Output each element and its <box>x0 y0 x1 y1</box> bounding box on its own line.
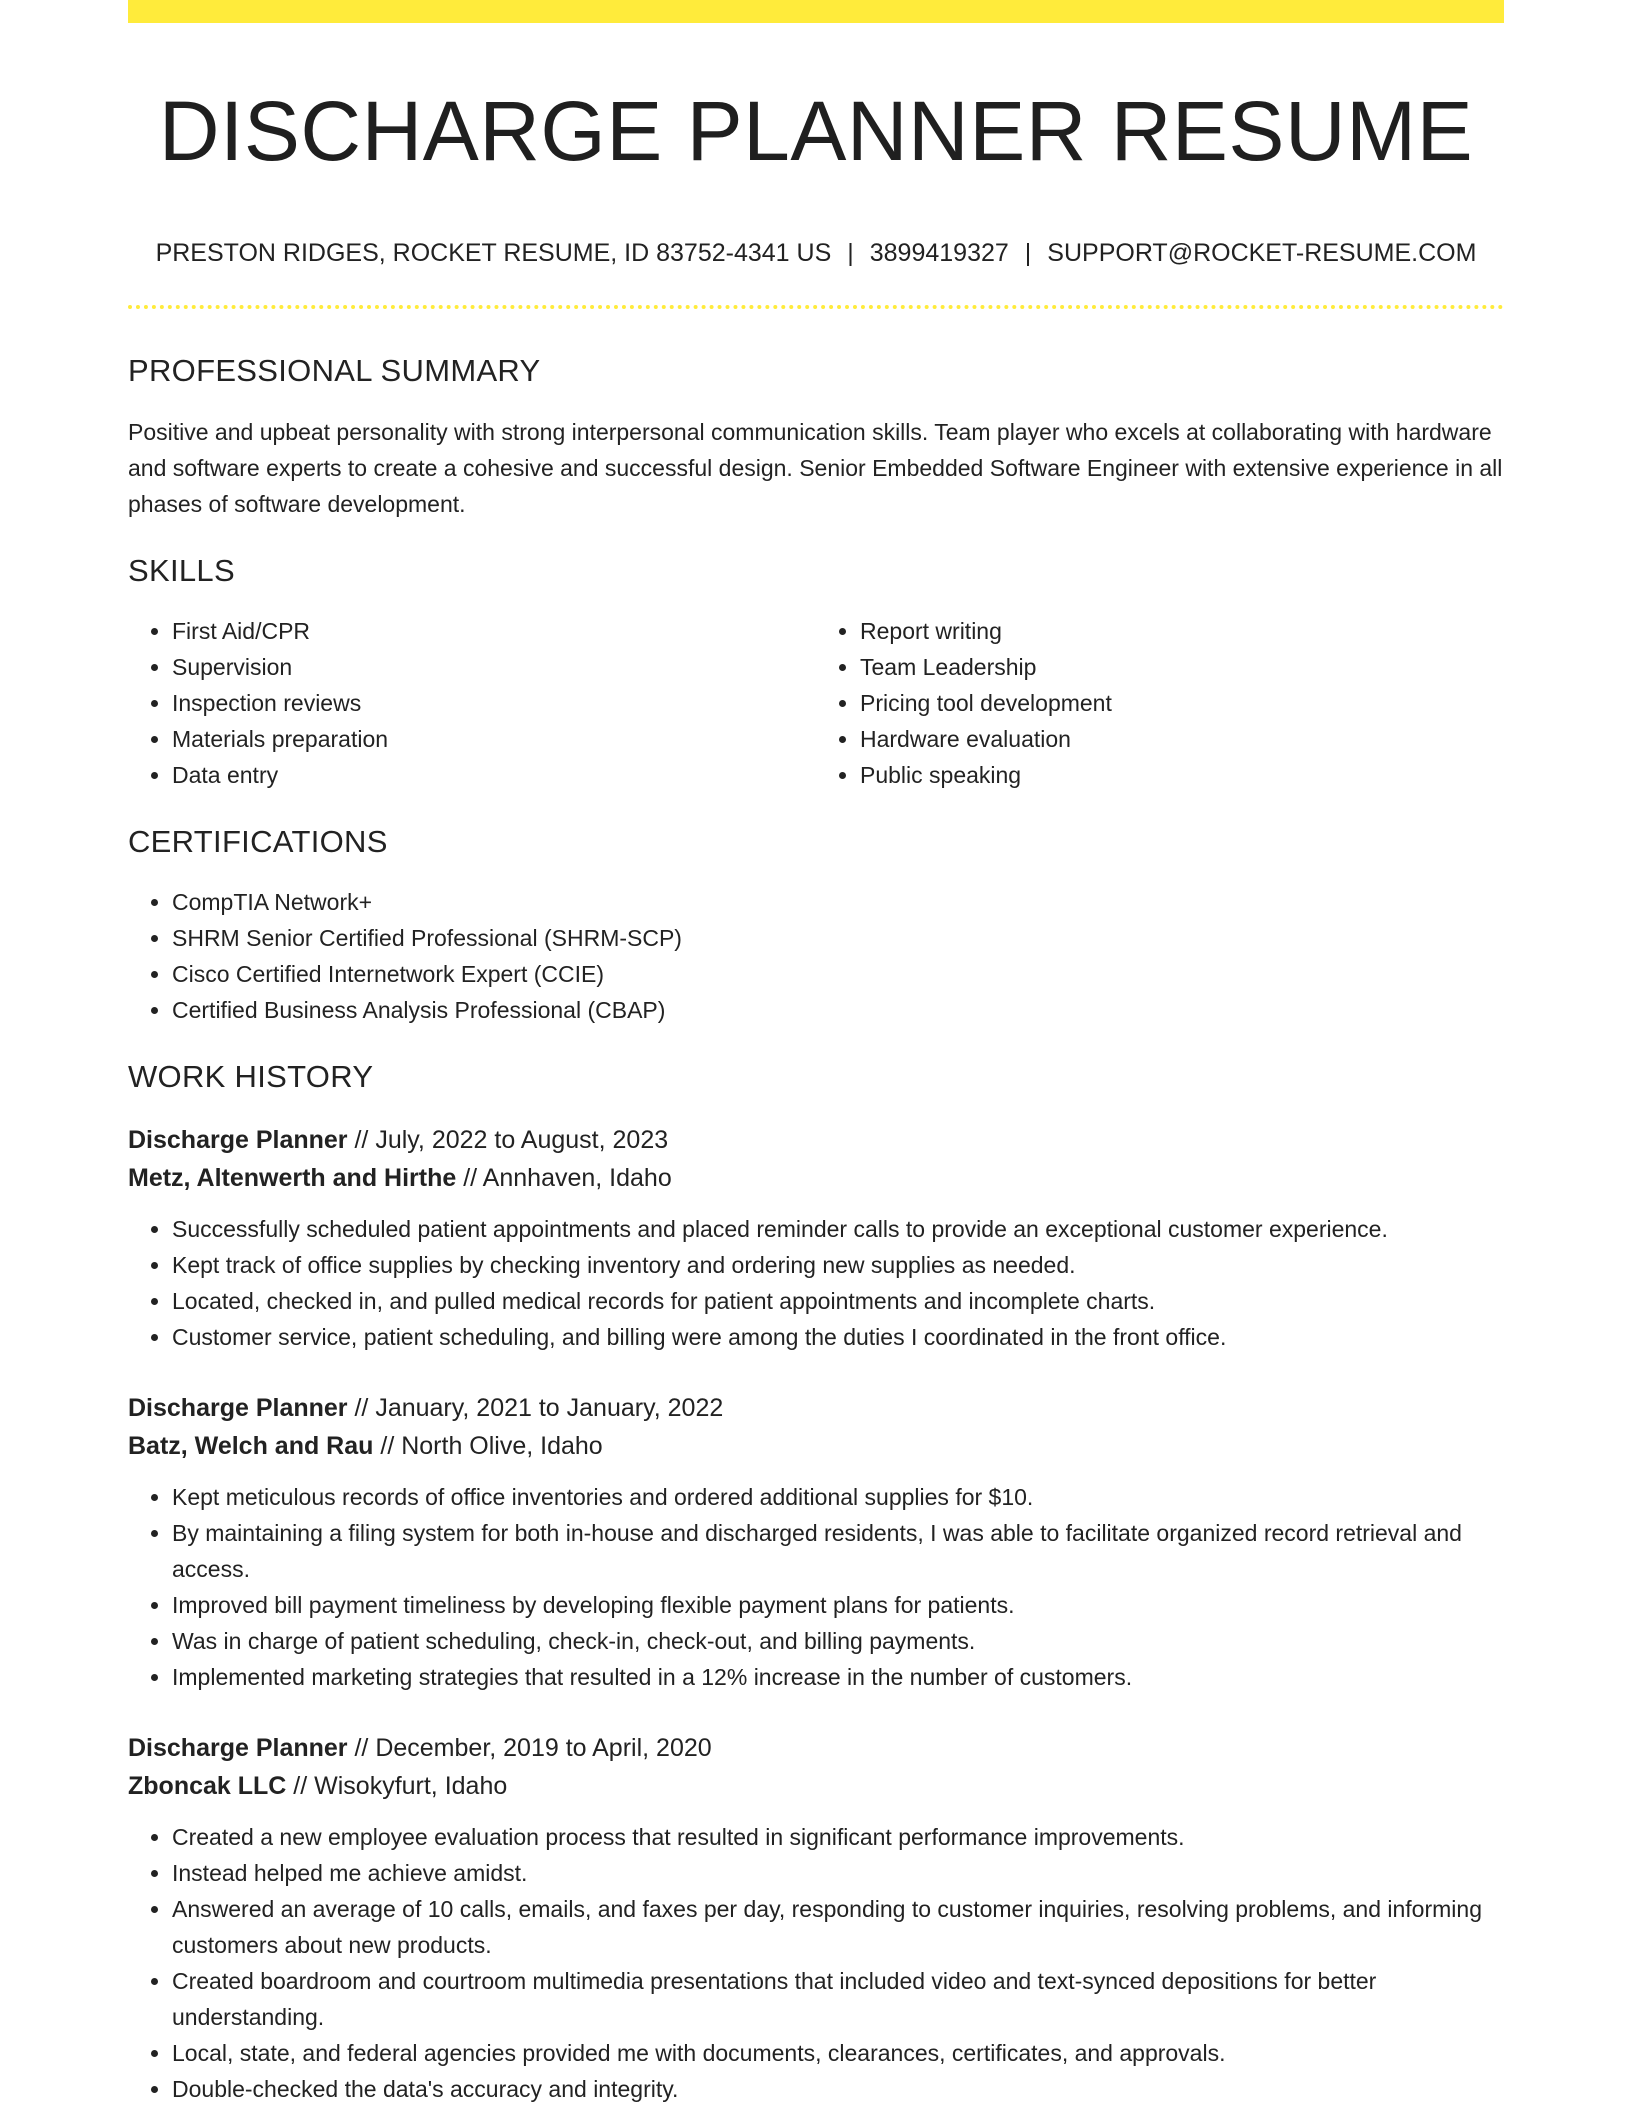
job-location: // Wisokyfurt, Idaho <box>293 1772 508 1801</box>
job-title: Discharge Planner <box>128 1394 348 1423</box>
summary-heading: PROFESSIONAL SUMMARY <box>128 353 541 389</box>
skill-item: • Team Leadership <box>860 649 1504 685</box>
contact-line <box>128 238 1504 268</box>
certification-item: • CompTIA Network+ <box>172 884 1504 920</box>
resume-title: DISCHARGE PLANNER RESUME <box>158 84 1474 178</box>
contact-phone: 3899419327 <box>869 239 1009 268</box>
job-bullet: • Implemented marketing strategies that resulted in a 12% increase in the number of customers. <box>172 1659 1504 1695</box>
skills-list-left <box>128 613 816 793</box>
skills-heading: SKILLS <box>128 552 235 588</box>
job-title-line <box>128 1121 1504 1159</box>
dotted-divider <box>128 305 1504 309</box>
work-history-heading: WORK HISTORY <box>128 1058 374 1094</box>
job-dates: // January, 2021 to January, 2022 <box>354 1394 724 1423</box>
resume-page <box>128 0 1504 2107</box>
job-entry <box>128 1121 1504 1355</box>
job-bullet: • Successfully scheduled patient appointments and placed reminder calls to provide an exceptional customer experience. <box>172 1211 1504 1247</box>
certification-item: • SHRM Senior Certified Professional (SHRM-SCP) <box>172 920 1504 956</box>
job-company-line <box>128 1427 1504 1465</box>
work-history-section <box>128 1058 1504 2107</box>
summary-section <box>128 352 1504 521</box>
job-title: Discharge Planner <box>128 1734 348 1763</box>
certifications-section <box>128 823 1504 1028</box>
job-title-line <box>128 1389 1504 1427</box>
job-entry <box>128 1389 1504 1695</box>
skills-section <box>128 552 1504 793</box>
job-bullet: • Was in charge of patient scheduling, check-in, check-out, and billing payments. <box>172 1623 1504 1659</box>
skills-columns <box>128 613 1504 793</box>
job-company: Batz, Welch and Rau <box>128 1432 374 1461</box>
skill-item: • Public speaking <box>860 757 1504 793</box>
certifications-list <box>128 884 1504 1028</box>
certification-item: • Cisco Certified Internetwork Expert (CCIE) <box>172 956 1504 992</box>
skill-item: • Materials preparation <box>172 721 816 757</box>
skill-item: • Inspection reviews <box>172 685 816 721</box>
job-bullet: • By maintaining a filing system for both in-house and discharged residents, I was able to facilitate organized record retrieval and access. <box>172 1515 1504 1587</box>
contact-separator: | <box>847 239 854 268</box>
skill-item: • Hardware evaluation <box>860 721 1504 757</box>
summary-text: Positive and upbeat personality with strong interpersonal communication skills. Team player who excels at collaborating with hardware and software experts to create a cohesive and successful design. Senior Embedded Software Engineer with extensive experience in all phases of software development. <box>128 418 1503 517</box>
skill-item: • First Aid/CPR <box>172 613 816 649</box>
job-bullet: • Kept meticulous records of office inventories and ordered additional supplies for $10. <box>172 1479 1504 1515</box>
job-bullet: • Answered an average of 10 calls, emails, and faxes per day, responding to customer inquiries, resolving problems, and informing customers about new products. <box>172 1891 1504 1963</box>
job-company: Metz, Altenwerth and Hirthe <box>128 1164 457 1193</box>
job-bullets <box>128 1211 1504 1355</box>
job-company-line <box>128 1159 1504 1197</box>
job-title-line <box>128 1729 1504 1767</box>
skill-item: • Pricing tool development <box>860 685 1504 721</box>
contact-email: SUPPORT@ROCKET-RESUME.COM <box>1047 239 1477 268</box>
skill-item: • Data entry <box>172 757 816 793</box>
job-title: Discharge Planner <box>128 1126 348 1155</box>
job-location: // Annhaven, Idaho <box>463 1164 672 1193</box>
job-bullet: • Improved bill payment timeliness by developing flexible payment plans for patients. <box>172 1587 1504 1623</box>
job-location: // North Olive, Idaho <box>380 1432 603 1461</box>
job-company-line <box>128 1767 1504 1805</box>
job-bullet: • Instead helped me achieve amidst. <box>172 1855 1504 1891</box>
skill-item: • Supervision <box>172 649 816 685</box>
top-accent-bar <box>128 0 1504 23</box>
contact-separator: | <box>1024 239 1032 268</box>
certifications-heading: CERTIFICATIONS <box>128 823 388 859</box>
job-dates: // December, 2019 to April, 2020 <box>354 1734 712 1763</box>
job-bullet: • Customer service, patient scheduling, and billing were among the duties I coordinated in the front office. <box>172 1319 1504 1355</box>
job-bullet: • Created a new employee evaluation process that resulted in significant performance improvements. <box>172 1819 1504 1855</box>
job-bullets <box>128 1819 1504 2107</box>
job-bullet: • Created boardroom and courtroom multimedia presentations that included video and text-synced depositions for better understanding. <box>172 1963 1504 2035</box>
contact-address: PRESTON RIDGES, ROCKET RESUME, ID 83752-4341 US <box>155 239 832 268</box>
job-entry <box>128 1729 1504 2107</box>
job-bullet: • Located, checked in, and pulled medical records for patient appointments and incomplete charts. <box>172 1283 1504 1319</box>
job-bullet: • Local, state, and federal agencies provided me with documents, clearances, certificates, and approvals. <box>172 2035 1504 2071</box>
skill-item: • Report writing <box>860 613 1504 649</box>
job-bullets <box>128 1479 1504 1695</box>
job-bullet: • Kept track of office supplies by checking inventory and ordering new supplies as needed. <box>172 1247 1504 1283</box>
job-company: Zboncak LLC <box>128 1772 287 1801</box>
skills-list-right <box>816 613 1504 793</box>
job-bullet: • Double-checked the data's accuracy and integrity. <box>172 2071 1504 2107</box>
job-dates: // July, 2022 to August, 2023 <box>354 1126 669 1155</box>
certification-item: • Certified Business Analysis Professional (CBAP) <box>172 992 1504 1028</box>
